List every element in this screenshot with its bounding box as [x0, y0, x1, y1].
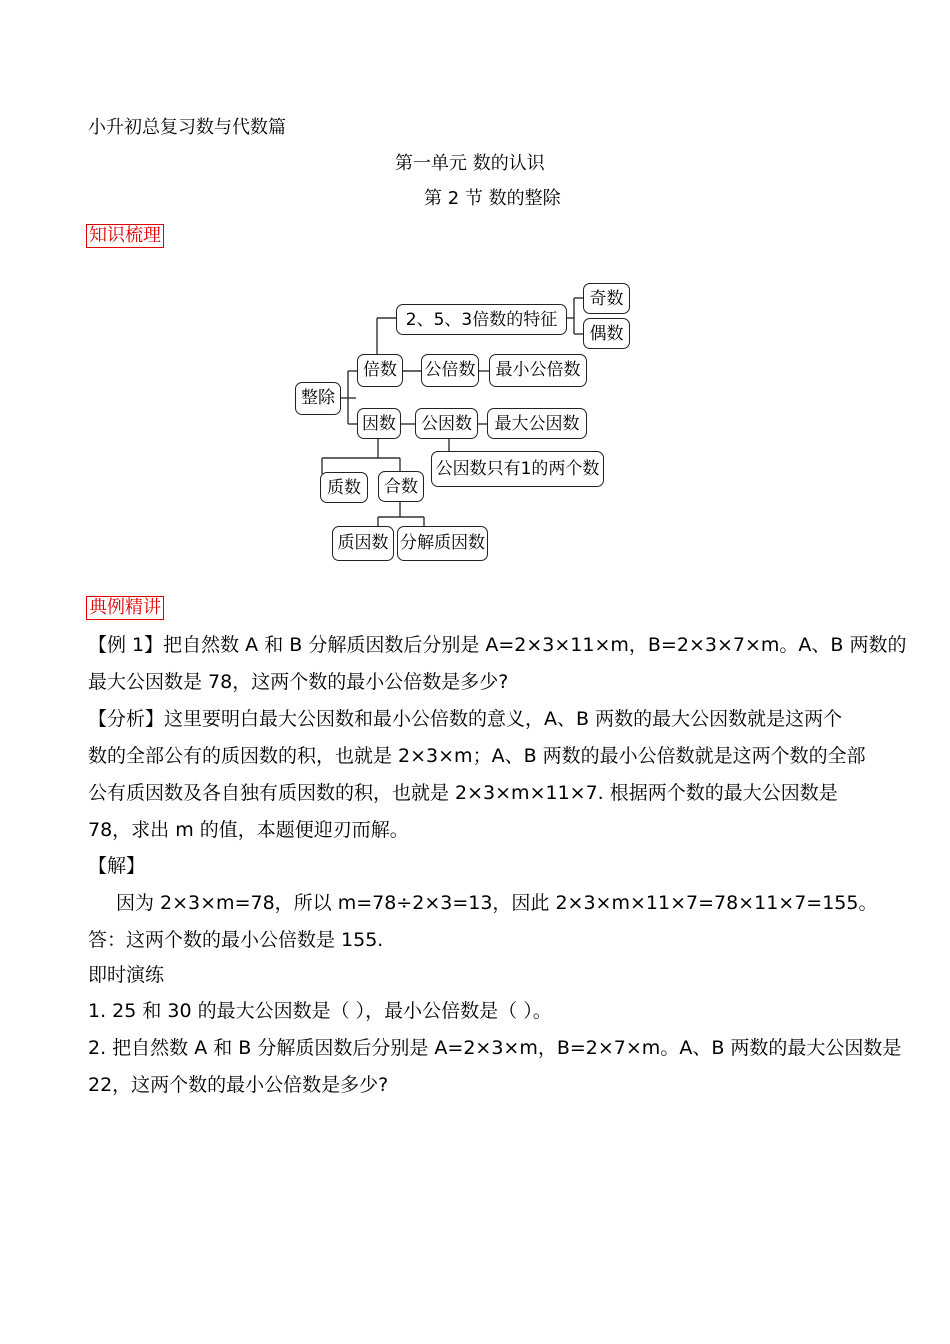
analysis-line-2: 数的全部公有的质因数的积，也就是 2×3×m；A、B 两数的最小公倍数就是这两个数的全部 — [88, 745, 866, 767]
course-title: 小升初总复习数与代数篇 — [88, 117, 286, 138]
node-coprime: 公因数只有1的两个数 — [431, 451, 604, 487]
node-features: 2、5、3倍数的特征 — [396, 304, 567, 335]
node-factor: 因数 — [357, 408, 401, 439]
solution-label: 【解】 — [88, 855, 146, 877]
node-lcm: 最小公倍数 — [489, 354, 587, 387]
practice-item-2-line-1: 2. 把自然数 A 和 B 分解质因数后分别是 A=2×3×m，B=2×7×m。A、B 两数的最大公因数是 — [88, 1037, 902, 1059]
practice-item-2-line-2: 22，这两个数的最小公倍数是多少? — [88, 1074, 389, 1096]
section-title: 第 2 节 数的整除 — [424, 188, 561, 209]
practice-title: 即时演练 — [88, 964, 165, 986]
node-common-multiple: 公倍数 — [421, 354, 479, 387]
node-odd: 奇数 — [583, 283, 630, 314]
example-question-line-1: 【例 1】把自然数 A 和 B 分解质因数后分别是 A=2×3×11×m，B=2×3×7×m。A、B 两数的 — [88, 634, 907, 656]
node-even: 偶数 — [583, 318, 630, 349]
solution-text: 因为 2×3×m=78，所以 m=78÷2×3=13，因此 2×3×m×11×7=78×11×7=155。 — [116, 892, 878, 914]
analysis-line-3: 公有质因数及各自独有质因数的积，也就是 2×3×m×11×7. 根据两个数的最大公因数是 — [88, 782, 838, 804]
node-composite: 合数 — [378, 471, 424, 502]
analysis-line-1: 【分析】这里要明白最大公因数和最小公倍数的意义，A、B 两数的最大公因数就是这两个 — [88, 708, 843, 730]
answer-text: 答：这两个数的最小公倍数是 155. — [88, 929, 384, 951]
example-question-line-2: 最大公因数是 78，这两个数的最小公倍数是多少? — [88, 671, 509, 693]
knowledge-heading: 知识梳理 — [86, 224, 164, 248]
node-multiple: 倍数 — [357, 354, 403, 387]
practice-item-1: 1. 25 和 30 的最大公因数是（ ），最小公倍数是（ ）。 — [88, 1000, 552, 1022]
node-root: 整除 — [295, 382, 341, 415]
node-prime-factor: 质因数 — [332, 526, 394, 561]
unit-title: 第一单元 数的认识 — [395, 153, 545, 174]
diagram-connectors — [0, 0, 950, 600]
node-gcd: 最大公因数 — [487, 408, 587, 439]
node-prime: 质数 — [320, 472, 368, 503]
node-common-factor: 公因数 — [415, 408, 478, 439]
examples-heading: 典例精讲 — [86, 596, 164, 620]
analysis-line-4: 78，求出 m 的值，本题便迎刃而解。 — [88, 819, 409, 841]
node-factorize: 分解质因数 — [397, 526, 488, 561]
